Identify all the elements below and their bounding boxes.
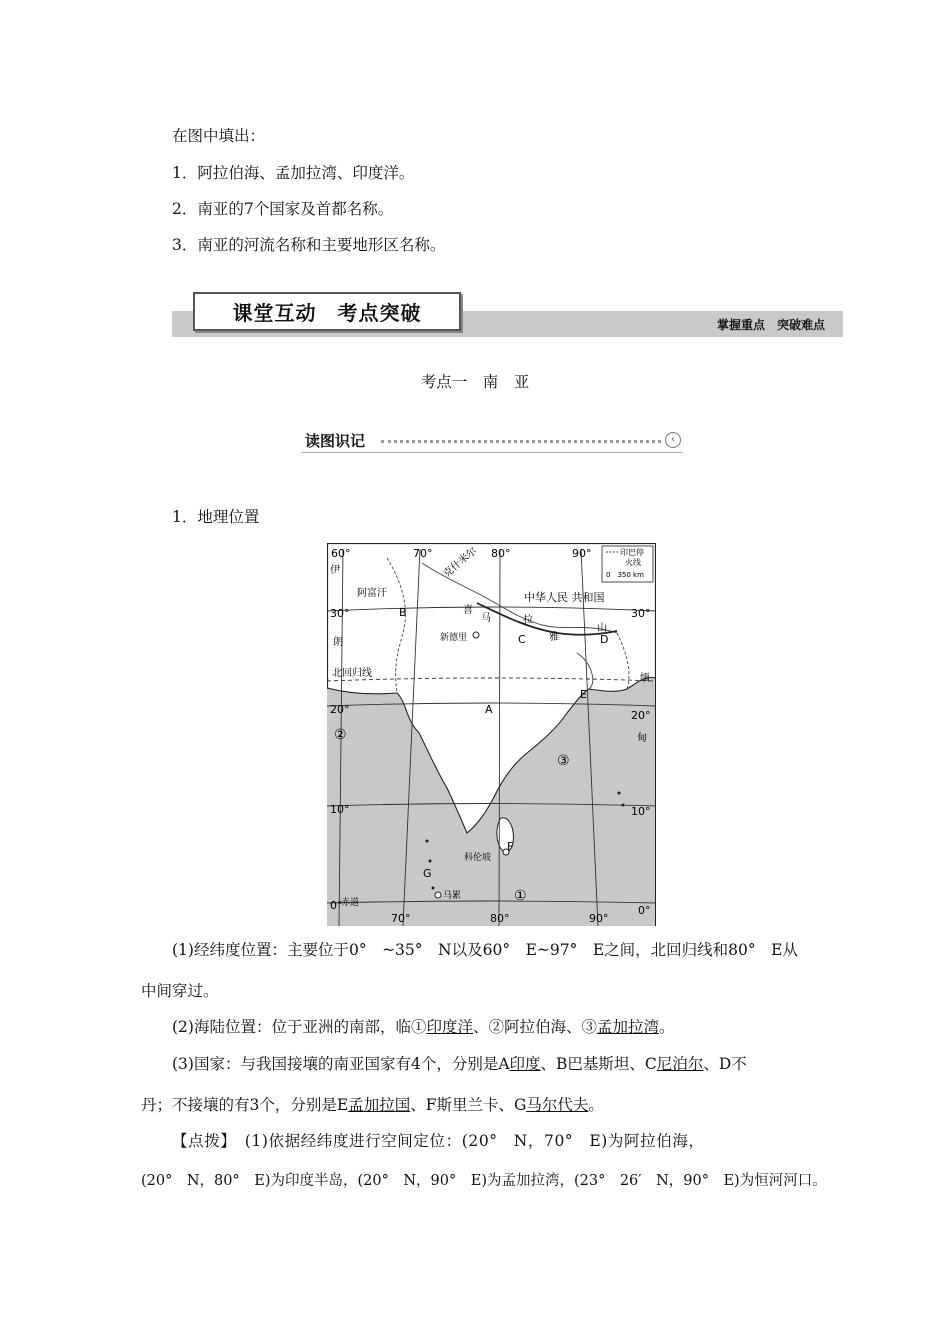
intro-item-1: 1．阿拉伯海、孟加拉湾、印度洋。: [172, 164, 415, 182]
marker-letter-b: B: [399, 606, 407, 619]
sea-marker-1: ①: [514, 888, 527, 904]
paragraph-1a: (1)经纬度位置：主要位于0° ~35° N以及60° E~97° E之间，北回归线和80° E从: [172, 941, 798, 959]
legend-ceasefire: 印巴停: [620, 548, 644, 557]
label-colombo: 科伦坡: [464, 853, 492, 863]
label-china: 中华人民 共和国: [524, 591, 605, 604]
paragraph-3a: [172, 1055, 747, 1074]
sea-marker-3: ③: [557, 753, 570, 769]
p3b-text-3: 。: [588, 1096, 604, 1114]
legend-scale: 0 350 km: [606, 571, 644, 579]
p3b-answer-1: 孟加拉国: [348, 1096, 411, 1114]
lon-label-90-bottom: 90°: [589, 912, 609, 925]
label-kashmir: 克什米尔: [441, 545, 480, 580]
paragraph-3b: [141, 1096, 604, 1115]
p2-text-3: 。: [659, 1018, 675, 1036]
banner-title-box: [193, 292, 461, 331]
legend-ceasefire-2: 火线: [625, 558, 641, 567]
lon-label-80-bottom: 80°: [490, 912, 510, 925]
label-himalaya-3: 拉: [523, 615, 533, 626]
marker-letter-a: A: [485, 703, 493, 716]
p3b-text-2: 、F斯里兰卡、G: [410, 1096, 527, 1114]
south-asia-map: [327, 543, 656, 926]
chevron-left-icon: ‹: [665, 432, 681, 448]
tip-line-1: 【点拨】 (1)依据经纬度进行空间定位：(20° N，70° E)为阿拉伯海，: [172, 1132, 705, 1150]
marker-letter-d: D: [600, 633, 609, 646]
label-tropic: 北回归线: [332, 668, 372, 679]
lat-label-10: 10°: [330, 803, 350, 816]
p3-answer-2: 尼泊尔: [656, 1055, 704, 1073]
lat-label-10-right: 10°: [631, 805, 651, 818]
subhead-location: 1．地理位置: [172, 508, 260, 526]
dotted-divider: [381, 440, 661, 443]
island-dot: [618, 792, 621, 795]
island-dot: [426, 840, 429, 843]
map-svg: [327, 543, 656, 926]
p3b-answer-2: 马尔代夫: [526, 1096, 589, 1114]
banner-subtitle: 掌握重点 突破难点: [716, 318, 825, 332]
lat-label-30-right: 30°: [631, 607, 651, 620]
header-underline: [301, 452, 683, 453]
intro-heading: 在图中填出：: [172, 127, 266, 145]
label-himalaya-2: 马: [481, 613, 491, 624]
lon-label-70: 70°: [413, 547, 433, 560]
label-himalaya-1: 喜: [463, 605, 473, 616]
label-new-delhi: 新德里: [440, 633, 468, 643]
paragraph-2: [172, 1018, 675, 1037]
p2-text-1: (2)海陆位置：位于亚洲的南部，临①: [172, 1018, 427, 1036]
marker-letter-c: C: [518, 633, 526, 646]
p3-text-1: (3)国家：与我国接壤的南亚国家有4个，分别是A: [172, 1055, 510, 1073]
island-dot: [429, 860, 432, 863]
marker-letter-g: G: [423, 867, 432, 880]
marker-letter-f: F: [507, 840, 514, 853]
label-afghanistan: 阿富汗: [357, 588, 387, 599]
paragraph-1b: 中间穿过。: [141, 982, 219, 1000]
lon-label-60: 60°: [331, 547, 351, 560]
intro-item-2: 2．南亚的7个国家及首都名称。: [172, 200, 394, 218]
label-himalaya-5: 山: [597, 623, 607, 634]
label-male: 马累: [443, 891, 462, 901]
lon-label-80: 80°: [491, 547, 511, 560]
label-iran-b: 朗: [333, 637, 343, 648]
p2-answer-1: 印度洋: [426, 1018, 473, 1036]
marker-letter-e: E: [580, 688, 587, 701]
label-iran-a: 伊: [330, 565, 340, 576]
p3-text-3: 、D不: [703, 1055, 747, 1073]
label-equator: 赤道: [341, 898, 360, 908]
label-myanmar-1: 缅: [640, 673, 650, 684]
label-myanmar-2: 甸: [637, 733, 647, 744]
tip-line-2: (20° N，80° E)为印度半岛，(20° N，90° E)为孟加拉湾，(23° 26′ N，90° E)为恒河河口。: [141, 1173, 827, 1189]
lon-label-70-bottom: 70°: [391, 912, 411, 925]
label-himalaya-4: 雅: [549, 632, 559, 643]
male-marker: [435, 892, 441, 898]
lat-label-0-right: 0°: [638, 904, 651, 917]
p3-answer-1: 印度: [509, 1055, 541, 1073]
lat-label-0: 0°: [330, 899, 343, 912]
lat-label-30: 30°: [330, 607, 350, 620]
section-banner: [172, 292, 843, 337]
lat-label-20-right: 20°: [631, 709, 651, 722]
read-map-header: [301, 427, 685, 455]
new-delhi-marker: [473, 632, 479, 638]
sea-marker-2: ②: [334, 727, 347, 743]
banner-title: 课堂互动 考点突破: [232, 301, 422, 325]
p3-text-2: 、B巴基斯坦、C: [540, 1055, 657, 1073]
read-map-label: 读图识记: [305, 432, 366, 450]
section-title: 考点一 南 亚: [420, 373, 530, 391]
p3b-text-1: 丹；不接壤的有3个，分别是E: [141, 1096, 349, 1114]
lat-label-20: 20°: [330, 703, 350, 716]
intro-item-3: 3．南亚的河流名称和主要地形区名称。: [172, 236, 446, 254]
island-dot: [432, 887, 435, 890]
p2-answer-2: 孟加拉湾: [597, 1018, 660, 1036]
p2-text-2: 、②阿拉伯海、③: [472, 1018, 597, 1036]
island-dot: [622, 804, 625, 807]
lon-label-90: 90°: [572, 547, 592, 560]
